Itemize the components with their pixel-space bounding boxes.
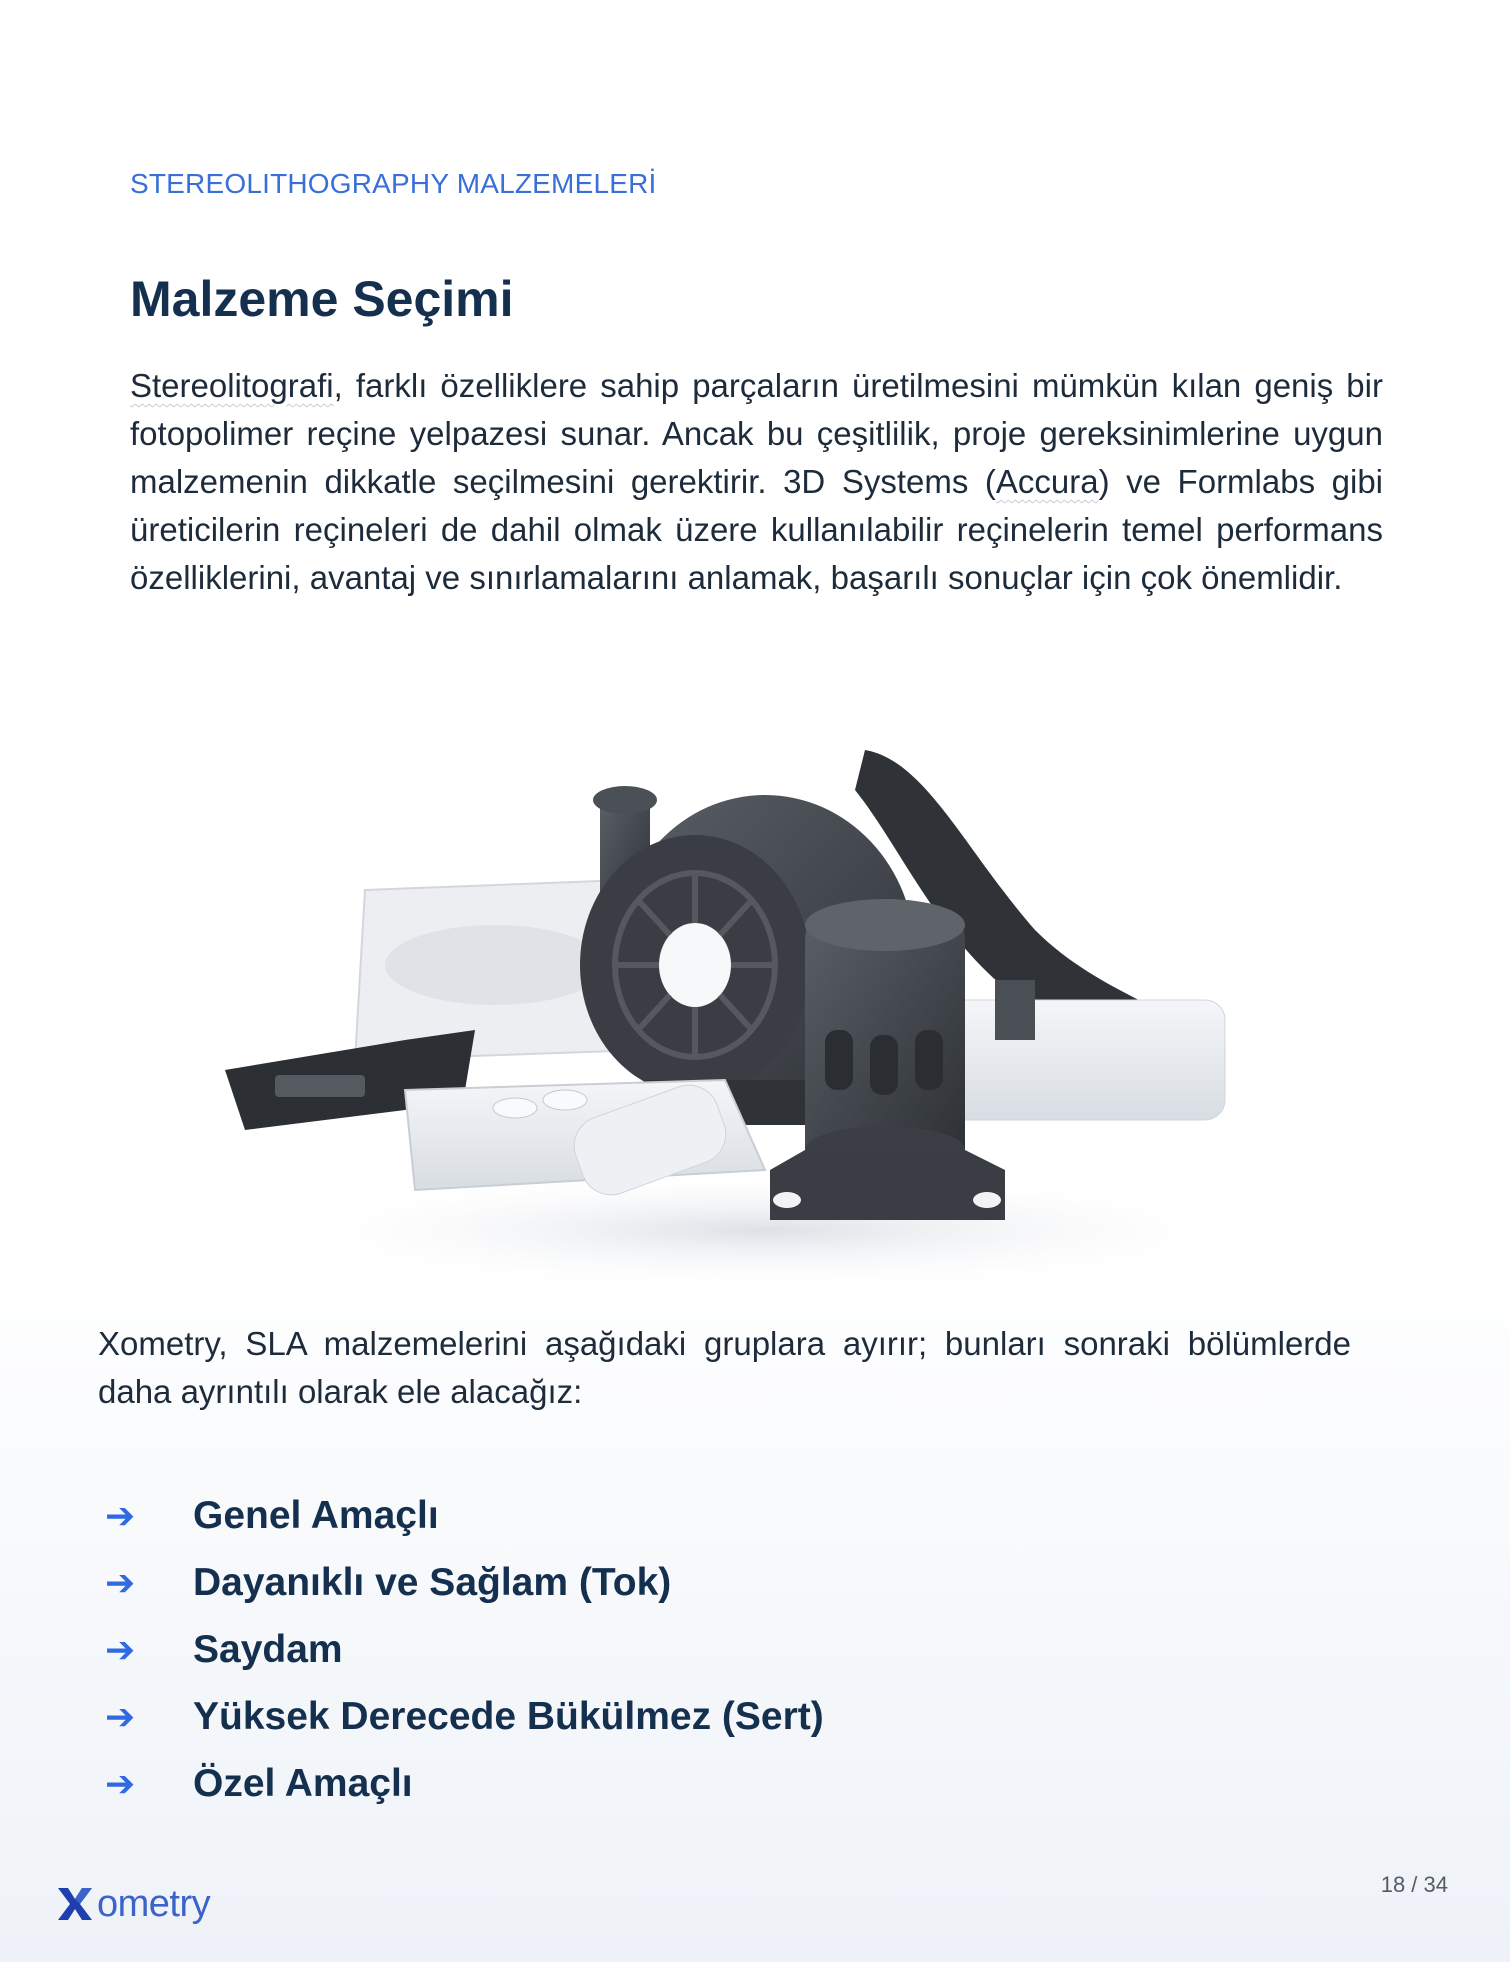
list-item-label: Genel Amaçlı [193,1493,439,1537]
list-item [105,1616,824,1683]
section-eyebrow: STEREOLITHOGRAPHY MALZEMELERİ [130,168,657,199]
page-title: Malzeme Seçimi [130,271,514,327]
list-item-label: Özel Amaçlı [193,1761,413,1805]
list-item [105,1482,824,1549]
material-groups-list [105,1482,824,1817]
intro-text-1: , farklı özelliklere sahip parçaların üretilmesini mümkün kılan geniş bir fotopolimer reçine yelpazesi sunar. Ancak bu çeşitlilik, proje gereksinimlerine uygun malzemenin dikkatle seçilmesini gerektirir. 3D Systems ( [130,367,1383,500]
list-item [105,1750,824,1817]
intro-paragraph [130,362,1383,602]
intro-word-accura: Accura [995,463,1099,500]
intro-text-2: ) ve Formlabs gibi üreticilerin reçineleri de dahil olmak üzere kullanılabilir reçinelerin temel performans özelliklerini, avantaj ve sınırlamalarını anlamak, başarılı sonuçlar için çok önemlidir. [130,463,1383,596]
list-item [105,1549,824,1616]
list-item-label: Dayanıklı ve Sağlam (Tok) [193,1560,672,1604]
arrow-right-icon: ➔ [105,1695,136,1737]
list-item [105,1683,824,1750]
arrow-right-icon: ➔ [105,1561,136,1603]
list-item-label: Yüksek Derecede Bükülmez (Sert) [193,1694,824,1738]
xometry-x-icon [55,1884,95,1924]
arrow-right-icon: ➔ [105,1628,136,1670]
xometry-logo [55,1880,210,1928]
arrow-right-icon: ➔ [105,1494,136,1536]
sla-parts-photo [205,730,1305,1290]
list-item-label: Saydam [193,1627,343,1671]
groups-intro-paragraph: Xometry, SLA malzemelerini aşağıdaki gruplara ayırır; bunları sonraki bölümlerde daha ayrıntılı olarak ele alacağız: [98,1325,1351,1410]
arrow-right-icon: ➔ [105,1762,136,1804]
page-number: 18 / 34 [1380,1872,1448,1897]
logo-wordmark: ometry [97,1882,211,1925]
intro-word-stereolitografi: Stereolitografi [130,367,334,404]
